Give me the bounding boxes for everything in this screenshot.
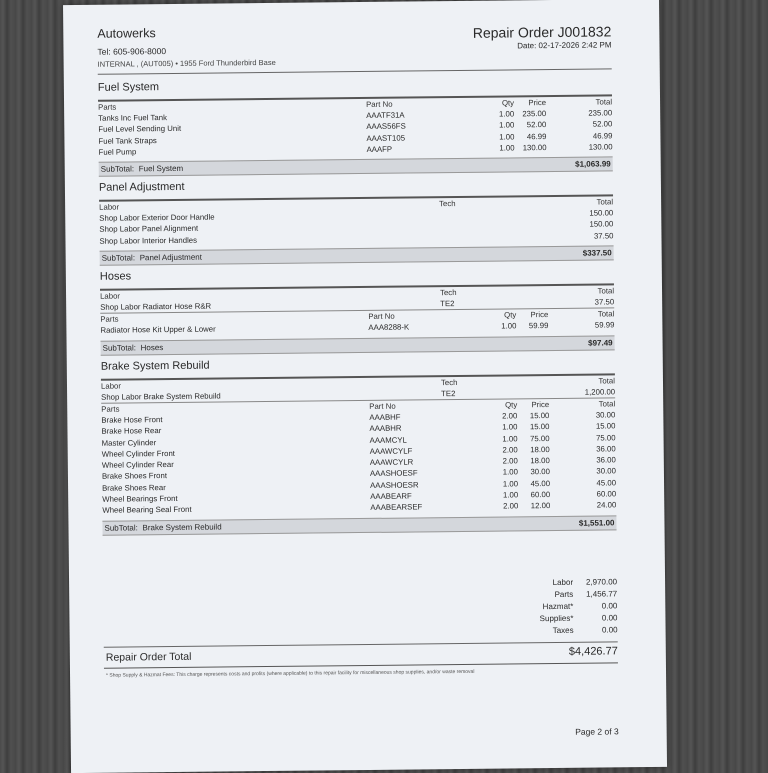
- total-line-label: Labor: [552, 577, 574, 588]
- subtotal-amount: $1,063.99: [575, 159, 611, 169]
- total-header: Total: [595, 97, 613, 107]
- customer-vehicle-line: INTERNAL , (AUT005) • 1955 Ford Thunderbird Base: [97, 57, 276, 69]
- part-qty: 1.00: [499, 120, 515, 130]
- part-number: AAA8288-K: [368, 322, 410, 333]
- labor-total: 150.00: [589, 219, 614, 230]
- total-line-label: Taxes: [552, 625, 574, 636]
- part-total: 46.99: [592, 130, 613, 141]
- part-qty: 2.00: [503, 501, 519, 511]
- section-hoses: [100, 264, 615, 355]
- section-title: Hoses: [99, 270, 132, 283]
- part-description: Brake Shoes Front: [101, 471, 168, 482]
- subtotal-label: SubTotal:: [100, 164, 135, 174]
- part-price: 18.00: [530, 456, 550, 466]
- part-no-header: Part No: [368, 312, 395, 322]
- price-header: Price: [528, 98, 547, 108]
- company-phone: Tel: 605-906-8000: [97, 46, 167, 57]
- price-header: Price: [531, 400, 550, 410]
- labor-group: [99, 198, 613, 247]
- part-qty: 2.00: [502, 445, 518, 455]
- part-description: Wheel Bearings Front: [102, 493, 178, 504]
- section-brakes: [101, 354, 617, 535]
- section-subtotal: [100, 245, 614, 265]
- parts-header: Parts: [101, 404, 120, 414]
- part-description: Fuel Level Sending Unit: [98, 124, 182, 135]
- subtotal-label: SubTotal:: [104, 523, 138, 533]
- labor-description: Shop Labor Brake System Rebuild: [101, 391, 221, 402]
- section-fuel: [98, 75, 613, 177]
- tech-header: Tech: [440, 288, 457, 298]
- part-no-header: Part No: [369, 401, 396, 411]
- part-qty: 1.00: [502, 433, 518, 444]
- labor-total: 37.50: [594, 297, 615, 307]
- part-number: AAABEARSEF: [370, 502, 423, 513]
- part-total: 59.99: [594, 320, 615, 330]
- labor-description: Shop Labor Exterior Door Handle: [99, 212, 215, 223]
- part-total: 30.00: [595, 410, 616, 420]
- subtotal-amount: $337.50: [582, 248, 612, 258]
- total-line: [498, 624, 618, 637]
- part-number: AAAST105: [366, 133, 406, 143]
- part-number: AAAMCYL: [369, 435, 407, 445]
- part-total: 24.00: [596, 500, 617, 510]
- part-qty: 1.00: [501, 321, 517, 331]
- total-header: Total: [597, 309, 615, 319]
- part-number: AAAWCYLF: [369, 446, 413, 456]
- part-total: 235.00: [588, 108, 613, 118]
- labor-total: 150.00: [589, 208, 614, 218]
- part-price: 30.00: [530, 467, 550, 477]
- grand-total-divider-bottom: [104, 662, 618, 668]
- part-number: AAASHOESF: [369, 468, 418, 479]
- labor-description: Shop Labor Panel Alignment: [99, 224, 199, 235]
- part-number: AAAS56FS: [366, 121, 406, 132]
- part-qty: 1.00: [502, 422, 518, 432]
- part-number: AAASHOESR: [370, 480, 419, 490]
- totals-summary: [497, 576, 618, 637]
- part-number: AAABEARF: [370, 491, 412, 501]
- part-total: 75.00: [596, 432, 616, 443]
- section-subtotal: [102, 515, 616, 535]
- part-number: AAAWCYLR: [369, 457, 414, 468]
- qty-header: Qty: [501, 98, 515, 108]
- grand-total-amount: $4,426.77: [568, 645, 618, 658]
- section-subtotal: [99, 157, 613, 177]
- section-panel: [99, 176, 614, 266]
- parts-header: Parts: [100, 314, 119, 325]
- part-price: 12.00: [530, 501, 551, 511]
- labor-total: 37.50: [593, 231, 614, 241]
- part-description: Brake Shoes Rear: [102, 482, 166, 493]
- subtotal-section-name: Brake System Rebuild: [142, 522, 222, 532]
- part-qty: 1.00: [498, 109, 515, 119]
- part-description: Fuel Tank Straps: [98, 135, 157, 146]
- fee-footnote: * Shop Supply & Hazmat Fees: This charge represents costs and profits (where applicable) to this repair facility for miscellaneous shop supplies, and/or waste removal: [106, 668, 475, 679]
- total-line-value: 0.00: [601, 601, 618, 611]
- part-price: 15.00: [529, 411, 550, 421]
- labor-description: Shop Labor Interior Handles: [99, 235, 198, 246]
- part-qty: 1.00: [502, 490, 519, 500]
- part-no-header: Part No: [366, 99, 393, 109]
- part-number: AAAFP: [366, 144, 393, 154]
- part-description: Radiator Hose Kit Upper & Lower: [100, 324, 216, 336]
- tech-header: Tech: [440, 377, 458, 387]
- qty-header: Qty: [505, 400, 518, 410]
- total-header: Total: [598, 399, 616, 409]
- part-price: 18.00: [530, 444, 550, 455]
- grand-total-label: Repair Order Total: [105, 650, 192, 664]
- line-item-sections: [98, 71, 617, 535]
- subtotal-label: SubTotal:: [101, 253, 136, 263]
- labor-tech: TE2: [441, 388, 456, 398]
- total-line-value: 2,970.00: [585, 577, 618, 587]
- part-description: Wheel Cylinder Rear: [101, 460, 174, 470]
- part-qty: 1.00: [502, 479, 519, 489]
- labor-header: Labor: [100, 381, 122, 391]
- part-total: 60.00: [596, 489, 617, 499]
- labor-description: Shop Labor Radiator Hose R&R: [100, 301, 212, 312]
- total-line-value: 0.00: [601, 613, 618, 623]
- qty-header: Qty: [504, 310, 517, 320]
- total-line-value: 1,456.77: [586, 589, 618, 599]
- part-number: AAATF31A: [366, 110, 405, 120]
- part-number: AAABHF: [369, 412, 401, 422]
- part-price: 60.00: [530, 490, 551, 500]
- part-price: 15.00: [529, 422, 550, 432]
- subtotal-section-name: Fuel System: [138, 164, 184, 174]
- part-description: Tanks Inc Fuel Tank: [98, 113, 168, 123]
- parts-header: Parts: [98, 102, 117, 112]
- parts-group: [101, 399, 616, 516]
- labor-tech: TE2: [440, 299, 455, 309]
- total-line-label: Parts: [554, 589, 574, 600]
- repair-order-title: Repair Order J001832: [472, 23, 612, 41]
- part-total: 45.00: [596, 478, 617, 488]
- subtotal-section-name: Hoses: [140, 342, 164, 352]
- page-number: Page 2 of 3: [575, 726, 619, 737]
- section-subtotal: [101, 335, 615, 355]
- part-price: 130.00: [522, 142, 547, 153]
- repair-order-page: [63, 0, 667, 773]
- total-header: Total: [598, 376, 616, 386]
- section-title: Fuel System: [97, 81, 160, 94]
- part-qty: 1.00: [499, 131, 515, 142]
- part-description: Brake Hose Rear: [101, 426, 162, 437]
- parts-group: [98, 97, 613, 158]
- part-description: Fuel Pump: [98, 147, 137, 157]
- part-total: 52.00: [592, 119, 613, 129]
- labor-header: Labor: [100, 291, 121, 301]
- labor-header: Labor: [99, 202, 120, 212]
- part-description: Brake Hose Front: [101, 415, 163, 425]
- subtotal-amount: $97.49: [588, 338, 613, 348]
- total-line-label: Hazmat*: [542, 601, 574, 612]
- total-line-label: Supplies*: [539, 613, 574, 624]
- part-total: 36.00: [596, 455, 616, 465]
- section-title: Panel Adjustment: [98, 181, 185, 194]
- total-line-value: 0.00: [601, 625, 618, 635]
- part-price: 52.00: [526, 120, 547, 130]
- part-description: Master Cylinder: [101, 437, 157, 448]
- subtotal-label: SubTotal:: [102, 343, 137, 353]
- part-price: 46.99: [526, 131, 547, 141]
- part-total: 36.00: [596, 444, 616, 454]
- part-price: 45.00: [530, 478, 551, 489]
- total-header: Total: [596, 197, 614, 207]
- part-description: Wheel Cylinder Front: [101, 448, 175, 459]
- part-total: 130.00: [588, 142, 613, 152]
- subtotal-amount: $1,551.00: [578, 518, 615, 528]
- part-price: 59.99: [528, 321, 549, 331]
- part-qty: 1.00: [502, 467, 518, 477]
- subtotal-section-name: Panel Adjustment: [139, 252, 202, 263]
- part-description: Wheel Bearing Seal Front: [102, 505, 192, 516]
- part-qty: 2.00: [502, 411, 518, 421]
- part-number: AAABHR: [369, 423, 402, 434]
- repair-order-date: Date: 02-17-2026 2:42 PM: [517, 40, 612, 51]
- grand-total-divider-top: [104, 641, 618, 647]
- total-header: Total: [597, 286, 615, 296]
- part-price: 235.00: [522, 109, 547, 119]
- labor-total: 1,200.00: [584, 387, 616, 397]
- company-name: Autowerks: [97, 26, 156, 41]
- part-qty: 1.00: [499, 143, 515, 153]
- part-total: 15.00: [595, 421, 616, 431]
- part-price: 75.00: [530, 433, 550, 443]
- section-title: Brake System Rebuild: [100, 359, 210, 373]
- tech-header: Tech: [439, 199, 456, 209]
- parts-group: [100, 310, 614, 337]
- part-qty: 2.00: [502, 456, 518, 466]
- part-total: 30.00: [596, 466, 616, 477]
- price-header: Price: [530, 310, 549, 320]
